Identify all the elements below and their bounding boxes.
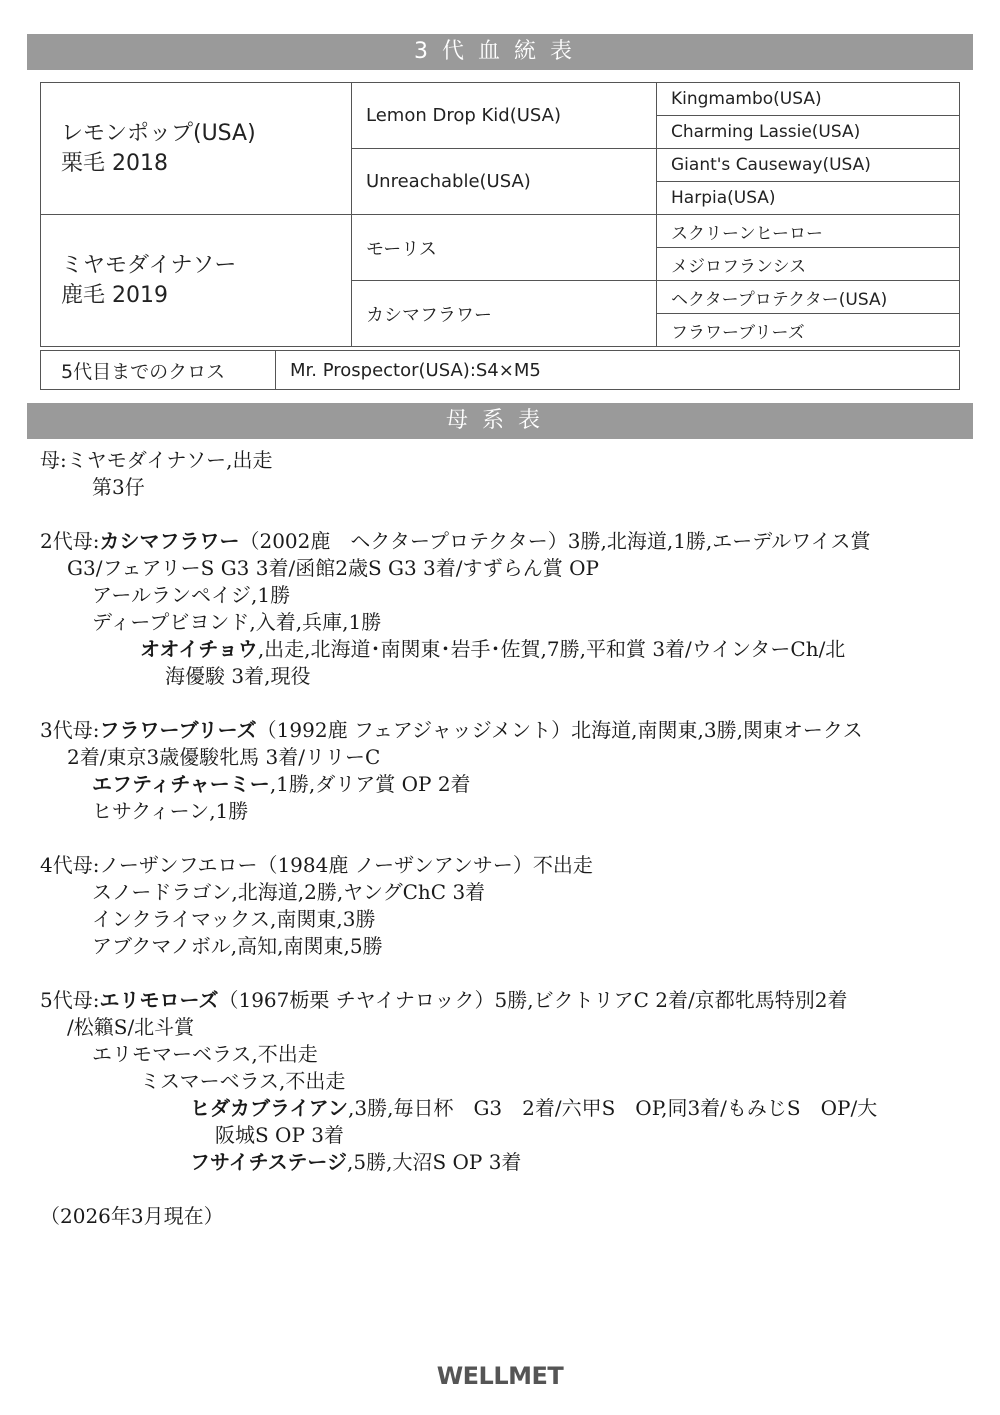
sire-cell (41, 83, 352, 215)
g2-prefix: 2代母: (40, 529, 100, 553)
ancestor-cell: Kingmambo(USA) (657, 83, 960, 116)
family-text (40, 447, 965, 1230)
ancestor-cell: ヘクタープロテクター(USA) (657, 281, 960, 314)
g3-child-name: エフティチャーミー (92, 772, 270, 796)
g3-record: （1992鹿 フェアジャッジメント）北海道,南関東,3勝,関東オークス (256, 718, 863, 742)
g5-ggc-cont: 阪城S OP 3着 (215, 1123, 344, 1147)
g3-line (40, 717, 965, 744)
sire-detail: 栗毛 2018 (61, 150, 168, 176)
g5-line-cont: /松籟S/北斗賞 (67, 1015, 195, 1039)
dam-line: 母:ミヤモダイナソー,出走 (40, 448, 273, 472)
dam-dam: カシマフラワー (352, 281, 657, 347)
ancestor-cell: メジロフランシス (657, 248, 960, 281)
g5-name: エリモローズ (99, 988, 219, 1012)
g4-line: 4代母:ノーザンフエロー（1984鹿 ノーザンアンサー）不出走 (40, 853, 593, 877)
g5-record: （1967栃栗 チヤイナロック）5勝,ビクトリアC 2着/京都牝馬特別2着 (218, 988, 848, 1012)
g3-child (40, 771, 965, 798)
ancestor-cell: スクリーンヒーロー (657, 215, 960, 248)
g3-child: ヒサクィーン,1勝 (92, 799, 249, 823)
cross-value: Mr. Prospector(USA):S4×M5 (276, 351, 960, 390)
sire-name: レモンポップ(USA) (61, 120, 256, 146)
g4-child: アブクマノボル,高知,南関東,5勝 (92, 934, 383, 958)
g3-prefix: 3代母: (40, 718, 100, 742)
g2-grandchild-name: オオイチョウ (140, 637, 258, 661)
g2-record: （2002鹿 ヘクタープロテクター）3勝,北海道,1勝,エーデルワイス賞 (239, 529, 871, 553)
dam-sire: モーリス (352, 215, 657, 281)
g3-name: フラワーブリーズ (99, 718, 257, 742)
g5-child: エリモマーベラス,不出走 (92, 1042, 318, 1066)
g2-line (40, 528, 965, 555)
as-of-note: （2026年3月現在） (40, 1204, 224, 1228)
ancestor-cell: Charming Lassie(USA) (657, 116, 960, 149)
g2-grandchild (40, 636, 965, 663)
pedigree-section-header: 3代血統表 (27, 34, 973, 70)
g2-line-cont: G3/フェアリーS G3 3着/函館2歳S G3 3着/すずらん賞 OP (67, 556, 599, 580)
pedigree-table (40, 82, 960, 347)
g5-great-grandchild (40, 1095, 965, 1122)
g5-line (40, 987, 965, 1014)
g2-name: カシマフラワー (99, 529, 240, 553)
ancestor-cell: フラワーブリーズ (657, 314, 960, 347)
ancestor-cell: Harpia(USA) (657, 182, 960, 215)
sire-dam: Unreachable(USA) (352, 149, 657, 215)
g5-prefix: 5代母: (40, 988, 100, 1012)
g5-grandchild: ミスマーベラス,不出走 (140, 1069, 346, 1093)
family-section-header: 母系表 (27, 403, 973, 439)
g3-child-record: ,1勝,ダリア賞 OP 2着 (269, 772, 471, 796)
g4-child: インクライマックス,南関東,3勝 (92, 907, 376, 931)
g4-child: スノードラゴン,北海道,2勝,ヤングChC 3着 (92, 880, 486, 904)
g5-ggc-name: フサイチステージ (190, 1150, 347, 1174)
g2-grandchild-record: ,出走,北海道･南関東･岩手･佐賀,7勝,平和賞 3着/ウインターCh/北 (257, 637, 846, 661)
g2-child: ディープビヨンド,入着,兵庫,1勝 (92, 610, 382, 634)
g5-ggc-record: ,5勝,大沼S OP 3着 (347, 1150, 522, 1174)
g5-ggc-record: ,3勝,毎日杯 G3 2着/六甲S OP,同3着/もみじS OP/大 (348, 1096, 878, 1120)
g5-ggc-name: ヒダカブライアン (190, 1096, 348, 1120)
dam-foal-line: 第3仔 (92, 475, 145, 499)
dam-detail: 鹿毛 2019 (61, 282, 168, 308)
dam-name: ミヤモダイナソー (61, 252, 237, 278)
cross-label: 5代目までのクロス (41, 351, 276, 390)
wellmet-logo: WELLMET (436, 1362, 564, 1390)
ancestor-cell: Giant's Causeway(USA) (657, 149, 960, 182)
g3-line-cont: 2着/東京3歳優駿牝馬 3着/リリーC (67, 745, 381, 769)
sire-sire: Lemon Drop Kid(USA) (352, 83, 657, 149)
g2-child: アールランペイジ,1勝 (92, 583, 291, 607)
dam-cell (41, 215, 352, 347)
cross-table (40, 350, 960, 390)
g2-grandchild-cont: 海優駿 3着,現役 (165, 664, 311, 688)
g5-great-grandchild (40, 1149, 965, 1176)
